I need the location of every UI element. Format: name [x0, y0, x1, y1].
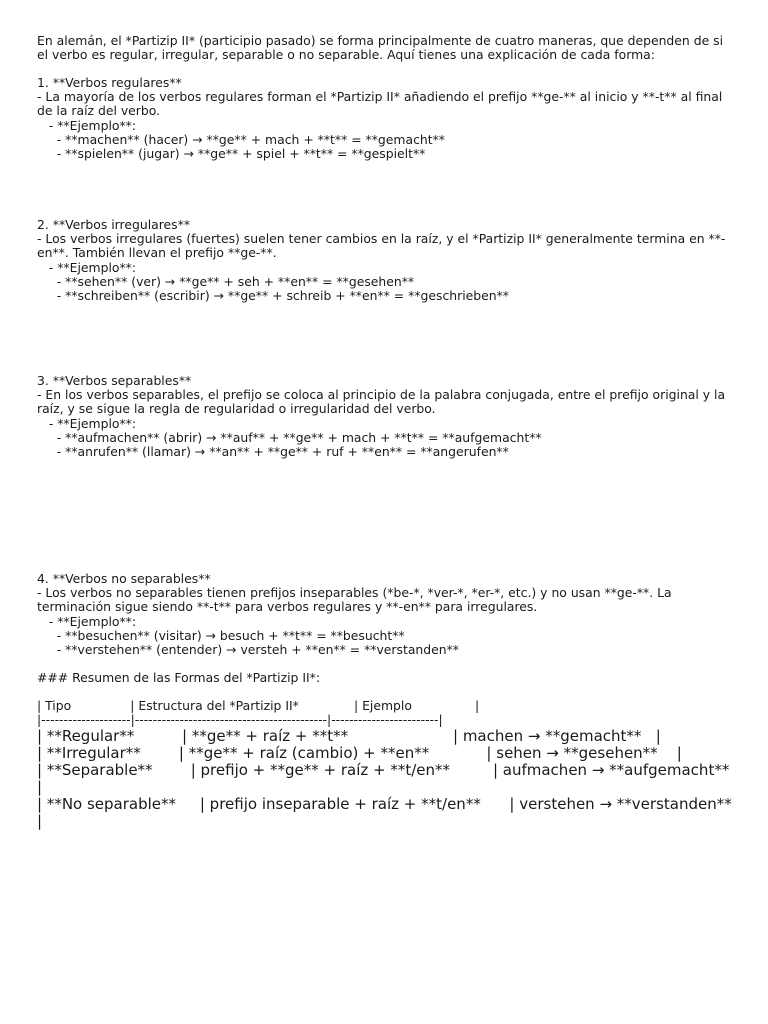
section-regular: [37, 76, 737, 161]
summary-table-rows: [37, 728, 737, 830]
example-label: - **Ejemplo**:: [37, 117, 137, 133]
example-line: - **sehen** (ver) → **ge** + seh + **en** = **gesehen**: [37, 273, 415, 289]
example-line: - **schreiben** (escribir) → **ge** + schreib + **en** = **geschrieben**: [37, 288, 509, 304]
intro-paragraph: [37, 34, 737, 62]
table-row: | **Irregular** | **ge** + raíz (cambio) + **en** | sehen → **gesehen** |: [37, 744, 682, 762]
table-row: | **No separable** | prefijo inseparable + raíz + **t/en** | verstehen → **verstanden** |: [37, 795, 737, 830]
example-label: - **Ejemplo**:: [37, 259, 137, 275]
intro-text: En alemán, el *Partizip II* (participio pasado) se forma principalmente de cuatro maneras, que dependen de si el verbo es regular, irregular, separable o no separable. Aquí tienes una explicación de cada forma:: [37, 33, 724, 63]
example-line: - **spielen** (jugar) → **ge** + spiel + **t** = **gespielt**: [37, 146, 426, 162]
example-label: - **Ejemplo**:: [37, 415, 137, 431]
section-description: - Los verbos irregulares (fuertes) suelen tener cambios en la raíz, y el *Partizip II* generalmente termina en **-en**. También llevan el prefijo **ge-**.: [37, 231, 726, 261]
example-label: - **Ejemplo**:: [37, 613, 137, 629]
table-separator: |--------------------|-------------------------------------------|------------------------|: [37, 712, 443, 728]
section-heading: 2. **Verbos irregulares**: [37, 217, 191, 232]
summary-table: [37, 699, 737, 727]
table-header: | Tipo | Estructura del *Partizip II* | Ejemplo |: [37, 698, 480, 713]
section-non-separable: [37, 572, 737, 657]
section-description: - La mayoría de los verbos regulares forman el *Partizip II* añadiendo el prefijo **ge-** al inicio y **-t** al final de la raíz del verbo.: [37, 89, 723, 119]
section-heading: 1. **Verbos regulares**: [37, 75, 182, 90]
section-description: - En los verbos separables, el prefijo se coloca al principio de la palabra conjugada, entre el prefijo original y la raíz, y se sigue la regla de regularidad o irregularidad del verbo.: [37, 387, 726, 417]
example-line: - **verstehen** (entender) → versteh + **en** = **verstanden**: [37, 642, 460, 658]
example-line: - **machen** (hacer) → **ge** + mach + **t** = **gemacht**: [37, 131, 446, 147]
section-heading: 3. **Verbos separables**: [37, 373, 192, 388]
example-line: - **aufmachen** (abrir) → **auf** + **ge** + mach + **t** = **aufgemacht**: [37, 429, 542, 445]
example-line: - **anrufen** (llamar) → **an** + **ge** + ruf + **en** = **angerufen**: [37, 444, 509, 460]
section-heading: 4. **Verbos no separables**: [37, 571, 211, 586]
table-row: | **Separable** | prefijo + **ge** + raíz + **t/en** | aufmachen → **aufgemacht** |: [37, 761, 735, 796]
table-row: | **Regular** | **ge** + raíz + **t** | machen → **gemacht** |: [37, 727, 661, 745]
section-description: - Los verbos no separables tienen prefijos inseparables (*be-*, *ver-*, *er-*, etc.) y no usan **ge-**. La terminación sigue siendo **-t** para verbos regulares y **-en** para irregulares.: [37, 585, 672, 615]
summary-heading: ### Resumen de las Formas del *Partizip II*:: [37, 670, 321, 685]
section-irregular: [37, 218, 737, 303]
section-separable: [37, 374, 737, 459]
example-line: - **besuchen** (visitar) → besuch + **t** = **besucht**: [37, 627, 405, 643]
summary-title: [37, 671, 737, 685]
